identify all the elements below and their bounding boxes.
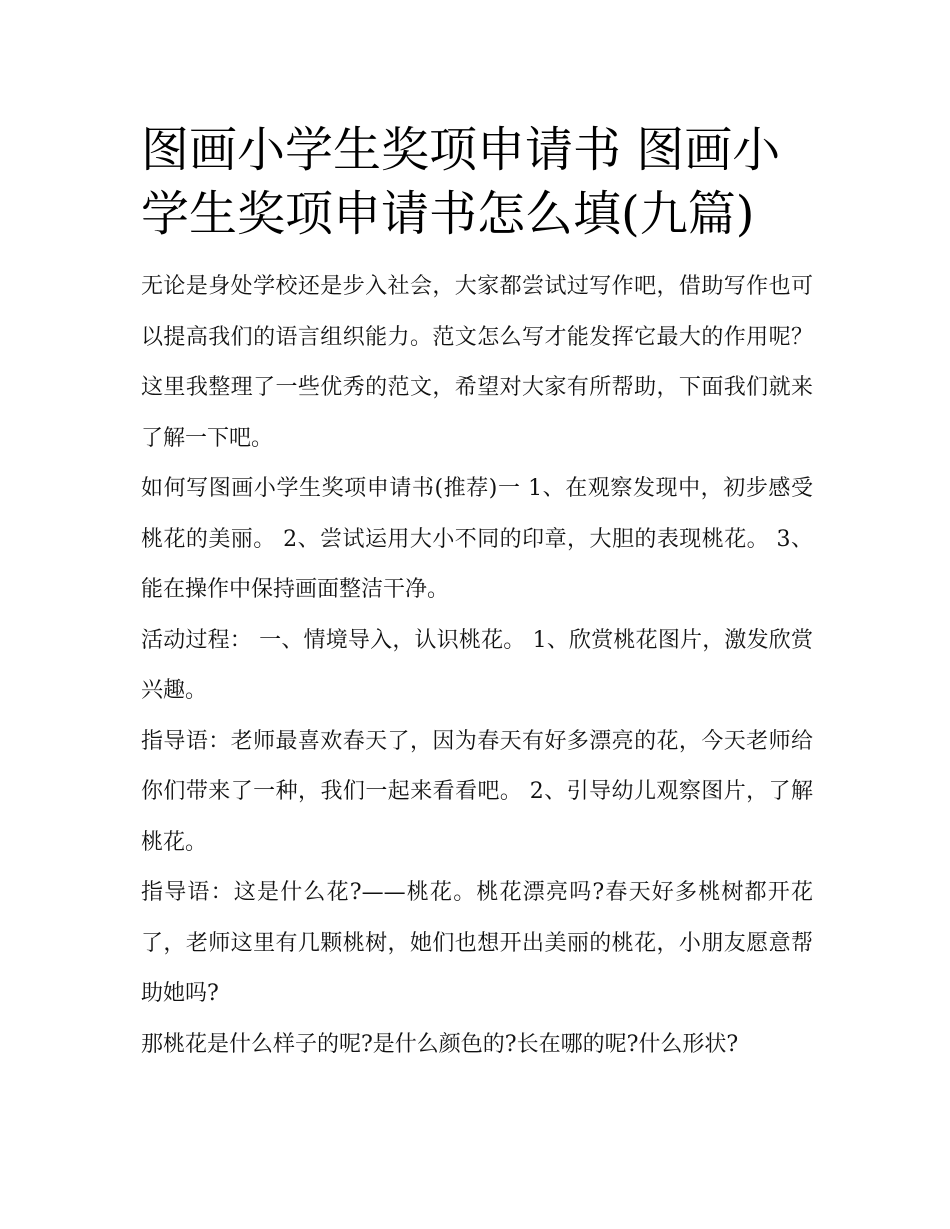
document-title: 图画小学生奖项申请书 图画小学生奖项申请书怎么填(九篇) xyxy=(141,122,781,242)
paragraph-guidance-1: 指导语：老师最喜欢春天了，因为春天有好多漂亮的花，今天老师给你们带来了一种，我们一起来看看吧。 2、引导幼儿观察图片，了解桃花。 xyxy=(141,728,813,855)
paragraph-intro: 无论是身处学校还是步入社会，大家都尝试过写作吧，借助写作也可以提高我们的语言组织能力。范文怎么写才能发挥它最大的作用呢？这里我整理了一些优秀的范文，希望对大家有所帮助，下面我们就来了解一下吧。 xyxy=(141,274,813,451)
paragraph-activity-process: 活动过程： 一、情境导入，认识桃花。 1、欣赏桃花图片，激发欣赏兴趣。 xyxy=(141,627,813,703)
document-body xyxy=(141,118,813,1070)
paragraph-objectives: 如何写图画小学生奖项申请书(推荐)一 1、在观察发现中，初步感受桃花的美丽。 2、尝试运用大小不同的印章，大胆的表现桃花。 3、能在操作中保持画面整洁干净。 xyxy=(141,476,813,602)
paragraph-questions: 那桃花是什么样子的呢?是什么颜色的?长在哪的呢?什么形状? xyxy=(141,1031,739,1057)
paragraph-guidance-2: 指导语：这是什么花?——桃花。桃花漂亮吗?春天好多桃树都开花了，老师这里有几颗桃树，她们也想开出美丽的桃花，小朋友愿意帮助她吗? xyxy=(141,880,813,1006)
